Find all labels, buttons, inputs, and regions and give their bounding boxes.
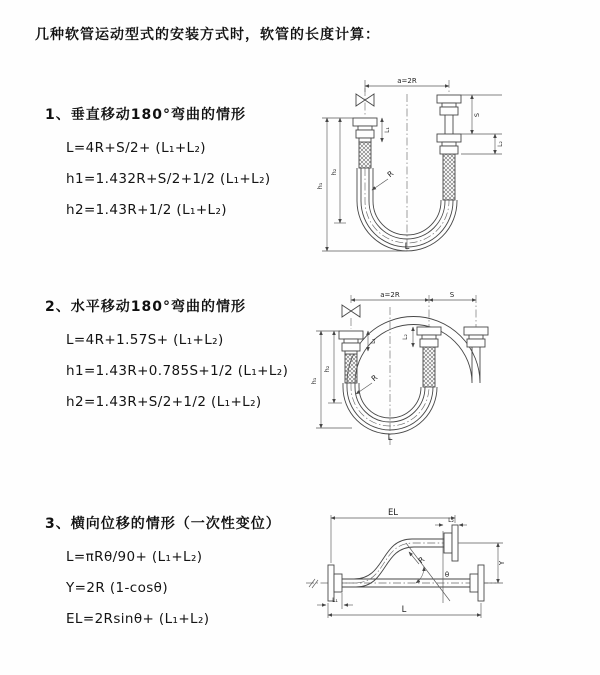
section-vertical-movement (45, 104, 271, 226)
dim-label-length: L (387, 433, 393, 443)
page-title: 几种软管运动型式的安装方式时，软管的长度计算： (35, 27, 380, 43)
formula-line: h1=1.43R+0.785S+1/2 (L₁+L₂) (66, 363, 289, 379)
dim-label-radius: R (416, 554, 427, 566)
angle-construction (406, 531, 450, 603)
braid-hatch-left (359, 142, 371, 168)
valve-icon (342, 305, 360, 317)
flange-lower-right (470, 565, 484, 601)
formula-line: h2=1.43R+1/2 (L₁+L₂) (66, 202, 227, 218)
dim-label-radius: R (369, 372, 380, 384)
section-horizontal-movement (45, 296, 288, 418)
section-lateral-displacement (45, 513, 281, 635)
dim-label-l1: L₁ (370, 338, 377, 344)
dim-label-s: S (449, 291, 455, 299)
radius-leader (356, 383, 372, 394)
fitting-middle (417, 327, 441, 347)
dimension-lines (327, 86, 495, 251)
formula-line: Y=2R (1-cosθ) (66, 580, 168, 596)
braid-hatch-left (345, 354, 357, 383)
extension-lines (322, 80, 502, 251)
dim-label-h2: h₂ (323, 365, 331, 373)
hose-outline (357, 168, 457, 251)
dim-label-l2: L₂ (497, 141, 504, 147)
flange-left (328, 565, 342, 601)
hose-displaced-outline (342, 539, 444, 587)
formula-line: L=πRθ/90+ (L₁+L₂) (66, 549, 203, 565)
dimension-lines (317, 518, 498, 615)
dim-label-l1: L₁ (384, 127, 391, 133)
dim-label-radius: R (385, 168, 396, 180)
dim-label-s: S (473, 112, 481, 118)
dim-label-l1: L₁ (332, 597, 338, 604)
fitting-right-lower (437, 134, 461, 154)
fitting-right-upper (437, 95, 461, 115)
dim-label-length: L (401, 605, 407, 615)
dim-label-l2: L₂ (448, 517, 454, 524)
section-heading: 1、垂直移动180°弯曲的情形 (45, 107, 246, 123)
flange-upper-right (444, 525, 458, 561)
centerline-break-mark (309, 579, 318, 588)
hose-centerline (342, 543, 444, 583)
fitting-right-moved (464, 327, 488, 347)
formula-line: h2=1.43R+S/2+1/2 (L₁+L₂) (66, 394, 262, 410)
formula-line: L=4R+1.57S+ (L₁+L₂) (66, 332, 224, 348)
section-heading: 3、横向位移的情形（一次性变位） (45, 516, 281, 532)
formula-line: EL=2Rsinθ+ (L₁+L₂) (66, 611, 210, 627)
dim-label-l2: L₂ (402, 334, 409, 340)
dim-label-h1: h₁ (316, 182, 324, 190)
diagram-horizontal-180-bend (306, 283, 586, 453)
dim-label-width: a=2R (380, 291, 400, 299)
fitting-left (353, 118, 377, 142)
formula-line: L=4R+S/2+ (L₁+L₂) (66, 140, 206, 156)
dimension-lines (321, 300, 476, 428)
diagram-lateral-displacement (298, 503, 590, 641)
extension-lines (328, 515, 503, 618)
dim-label-el: EL (387, 508, 399, 518)
section-heading: 2、水平移动180°弯曲的情形 (45, 299, 246, 315)
braid-hatch-middle (423, 347, 435, 387)
dim-label-y: Y (498, 560, 506, 566)
fitting-left (339, 331, 363, 354)
radius-leader (372, 179, 388, 190)
dim-label-length: L (404, 242, 410, 252)
diagram-vertical-180-bend (312, 68, 582, 258)
dim-label-width: a=2R (397, 77, 417, 85)
braid-hatch-right (443, 154, 455, 200)
hose-moved-outline (347, 317, 480, 384)
dim-label-theta: θ (444, 571, 450, 579)
formula-line: h1=1.432R+S/2+1/2 (L₁+L₂) (66, 171, 271, 187)
dim-label-h2: h₂ (330, 168, 338, 176)
dim-label-h1: h₁ (310, 377, 318, 385)
